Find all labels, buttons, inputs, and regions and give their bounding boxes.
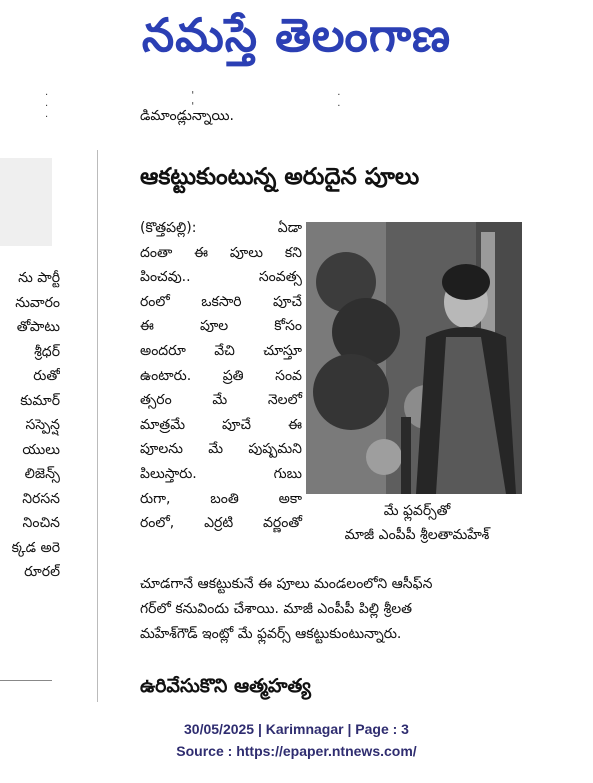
column-divider (97, 150, 98, 702)
body-line-full: చూడగానే ఆకట్టుకునే ఈ పూలు మండలంలోని ఆసీఫ్‌న (140, 576, 433, 592)
left-column-line: రూరల్ (24, 564, 60, 580)
body-line: ఈ పూల కోసం (140, 318, 302, 335)
page-footer (0, 718, 593, 762)
body-line: అందరూ వేచి చూస్తూ (140, 342, 302, 359)
body-line: రంలో ఒకసారి పూచే (140, 293, 302, 310)
left-column-line: క్కడ అరె (11, 539, 60, 556)
left-column-line: రుతో (33, 368, 60, 384)
left-column-line: లిజెన్స్ (24, 466, 60, 482)
left-column-line: నువారం (15, 294, 60, 311)
caption-line-2: మాజీ ఎంపీపీ శ్రీలతామహేశ్ (344, 527, 490, 543)
body-line-full: గర్‌లో కనువిందు చేశాయి. మాజీ ఎంపీపీ పిల్లి శ్రీలత (140, 601, 413, 617)
left-column-line: తోపాటు (16, 319, 60, 335)
previous-article-fragment: డిమాండ్లున్నాయి. (140, 108, 234, 124)
article-body (140, 216, 302, 536)
left-column-box (0, 158, 52, 246)
article-headline: ఆకట్టుకుంటున్న అరుదైన పూలు (140, 164, 420, 190)
left-column-line: నిరసన (22, 490, 60, 507)
body-line: దంతా ఈ పూలు కని (140, 244, 302, 261)
left-column-text (0, 266, 60, 585)
footer-source: Source : https://epaper.ntnews.com/ (176, 743, 417, 759)
left-column-line: నించిన (22, 515, 60, 531)
left-column-line: కుమార్ (20, 392, 60, 409)
left-column-line: ను పార్టీ (18, 270, 60, 286)
cropped-text-fragments: · ' · · ' · · (45, 90, 411, 123)
body-line: (కొత్తపల్లి): ఏడా (140, 220, 302, 236)
left-column-line: శ్రీధర్ (34, 343, 60, 360)
left-column-line: సస్పెన్ష (25, 417, 60, 433)
footer-date-edition: 30/05/2025 | Karimnagar | Page : 3 (184, 721, 409, 737)
photo-illustration (306, 222, 522, 494)
photo-caption (312, 499, 522, 547)
body-line: రంలో, ఎర్రటి వర్ణంతో (140, 515, 302, 532)
body-line: పించవు.. సంవత్స (140, 269, 302, 286)
body-line: ఉంటారు. ప్రతి సంవ (140, 367, 302, 384)
column-divider-horizontal (0, 680, 52, 681)
body-line: పూలను మే పుష్పమని (140, 441, 302, 458)
body-line: త్సరం మే నెలలో (140, 392, 302, 409)
body-line: మాత్రమే పూచే ఈ (140, 416, 302, 433)
body-line: రుగా, బంతి అకా (140, 490, 302, 507)
body-line-full: మహేశ్‌గౌడ్ ఇంట్లో మే ఫ్లవర్స్ ఆకట్టుకుంటున్నారు. (140, 626, 402, 642)
next-article-headline: ఉరివేసుకొని ఆత్మహత్య (140, 675, 311, 697)
caption-line-1: మే ఫ్లవర్స్‌తో (383, 503, 451, 519)
article-body-continued (140, 572, 523, 647)
article-photo (306, 222, 522, 494)
masthead (0, 0, 593, 82)
body-line: పిలుస్తారు. గుబు (140, 465, 302, 482)
left-column-line: యులు (22, 441, 60, 458)
newspaper-title: నమస్తే తెలంగాణ (141, 8, 452, 62)
